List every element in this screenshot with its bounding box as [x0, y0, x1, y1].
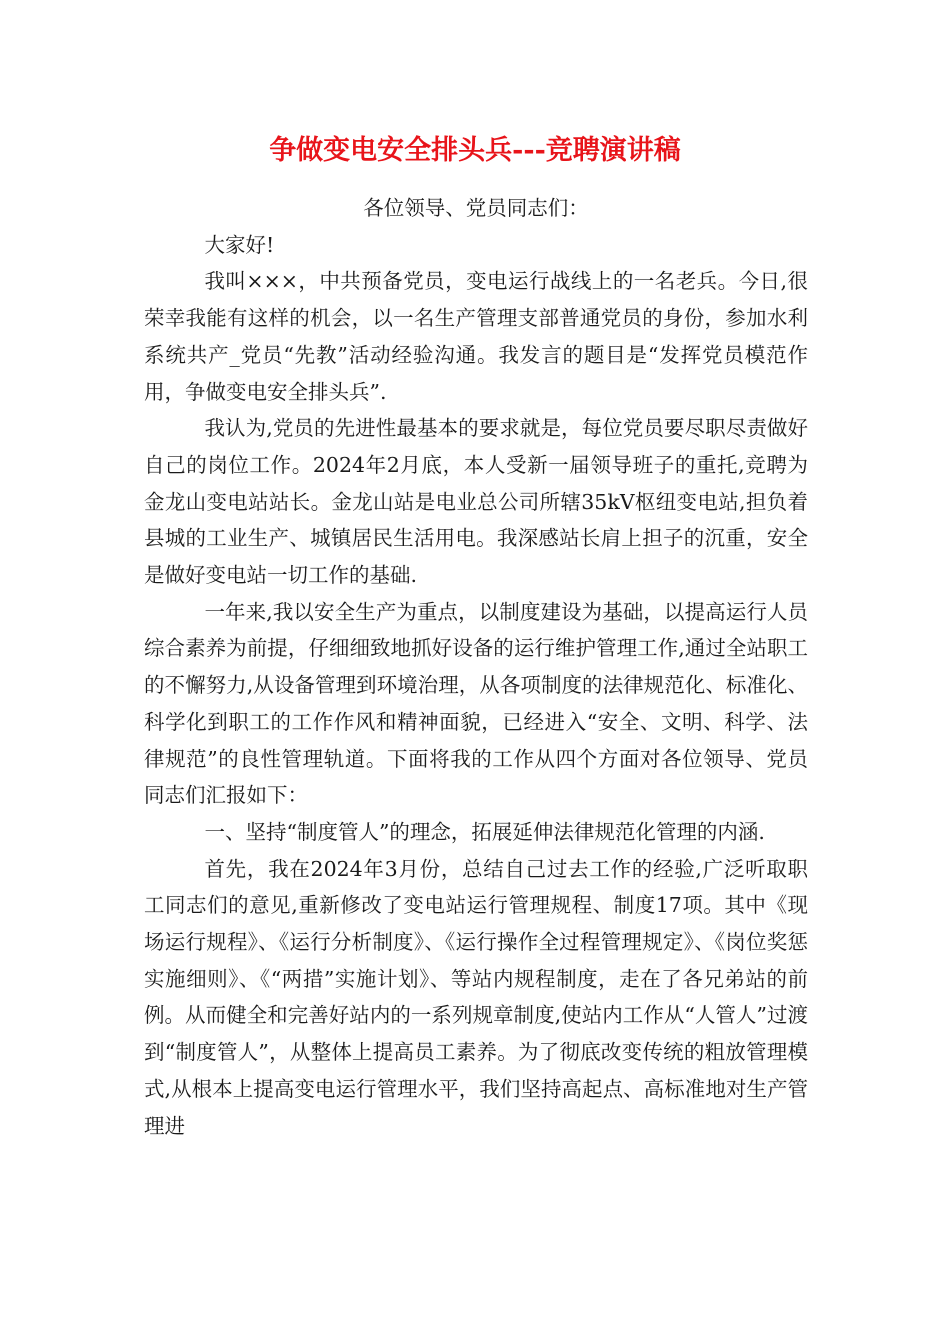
- paragraph-regulations: 首先，我在2024年3月份，总结自己过去工作的经验,广泛听取职工同志们的意见,重新修改了变电站运行管理规程、制度17项。其中《现场运行规程》、《运行分析制度》、《运行操作全过程管理规定》、《岗位奖惩实施细则》、《“两措”实施计划》、等站内规程制度，走在了各兄弟站的前例。从而健全和完善好站内的一系列规章制度,使站内工作从“人管人”过渡到“制度管人”，从整体上提高员工素养。为了彻底改变传统的粗放管理模式,从根本上提高变电运行管理水平，我们坚持高起点、高标准地对生产管理进: [144, 856, 808, 1138]
- document-title: 争做变电安全排头兵---竞聘演讲稿: [269, 135, 681, 166]
- salutation: 各位领导、党员同志们：: [363, 196, 589, 220]
- paragraph-year-review: 一年来,我以安全生产为重点，以制度建设为基础，以提高运行人员综合素养为前提，仔细细致地抓好设备的运行维护管理工作,通过全站职工的不懈努力,从设备管理到环境治理，从各项制度的法律规范化、标准化、科学化到职工的工作作风和精神面貌，已经进入“安全、文明、科学、法律规范”的良性管理轨道。下面将我的工作从四个方面对各位领导、党员同志们汇报如下：: [144, 599, 808, 808]
- paragraph-responsibility: 我认为,党员的先进性最基本的要求就是，每位党员要尽职尽责做好自己的岗位工作。2024年2月底，本人受新一届领导班子的重托,竞聘为金龙山变电站站长。金龙山站是电业总公司所辖35kV枢纽变电站,担负着县城的工业生产、城镇居民生活用电。我深感站长肩上担子的沉重，安全是做好变电站一切工作的基础.: [144, 416, 808, 588]
- document-body: [144, 190, 808, 1144]
- greeting: 大家好!: [204, 232, 275, 257]
- section-heading-one: 一、坚持“制度管人”的理念，拓展延伸法律规范化管理的内涵.: [204, 819, 765, 844]
- paragraph-intro: 我叫×××，中共预备党员，变电运行战线上的一名老兵。今日,很荣幸我能有这样的机会，以一名生产管理支部普通党员的身份，参加水利系统共产_党员“先教”活动经验沟通。我发言的题目是“发挥党员模范作用，争做变电安全排头兵”.: [144, 269, 808, 404]
